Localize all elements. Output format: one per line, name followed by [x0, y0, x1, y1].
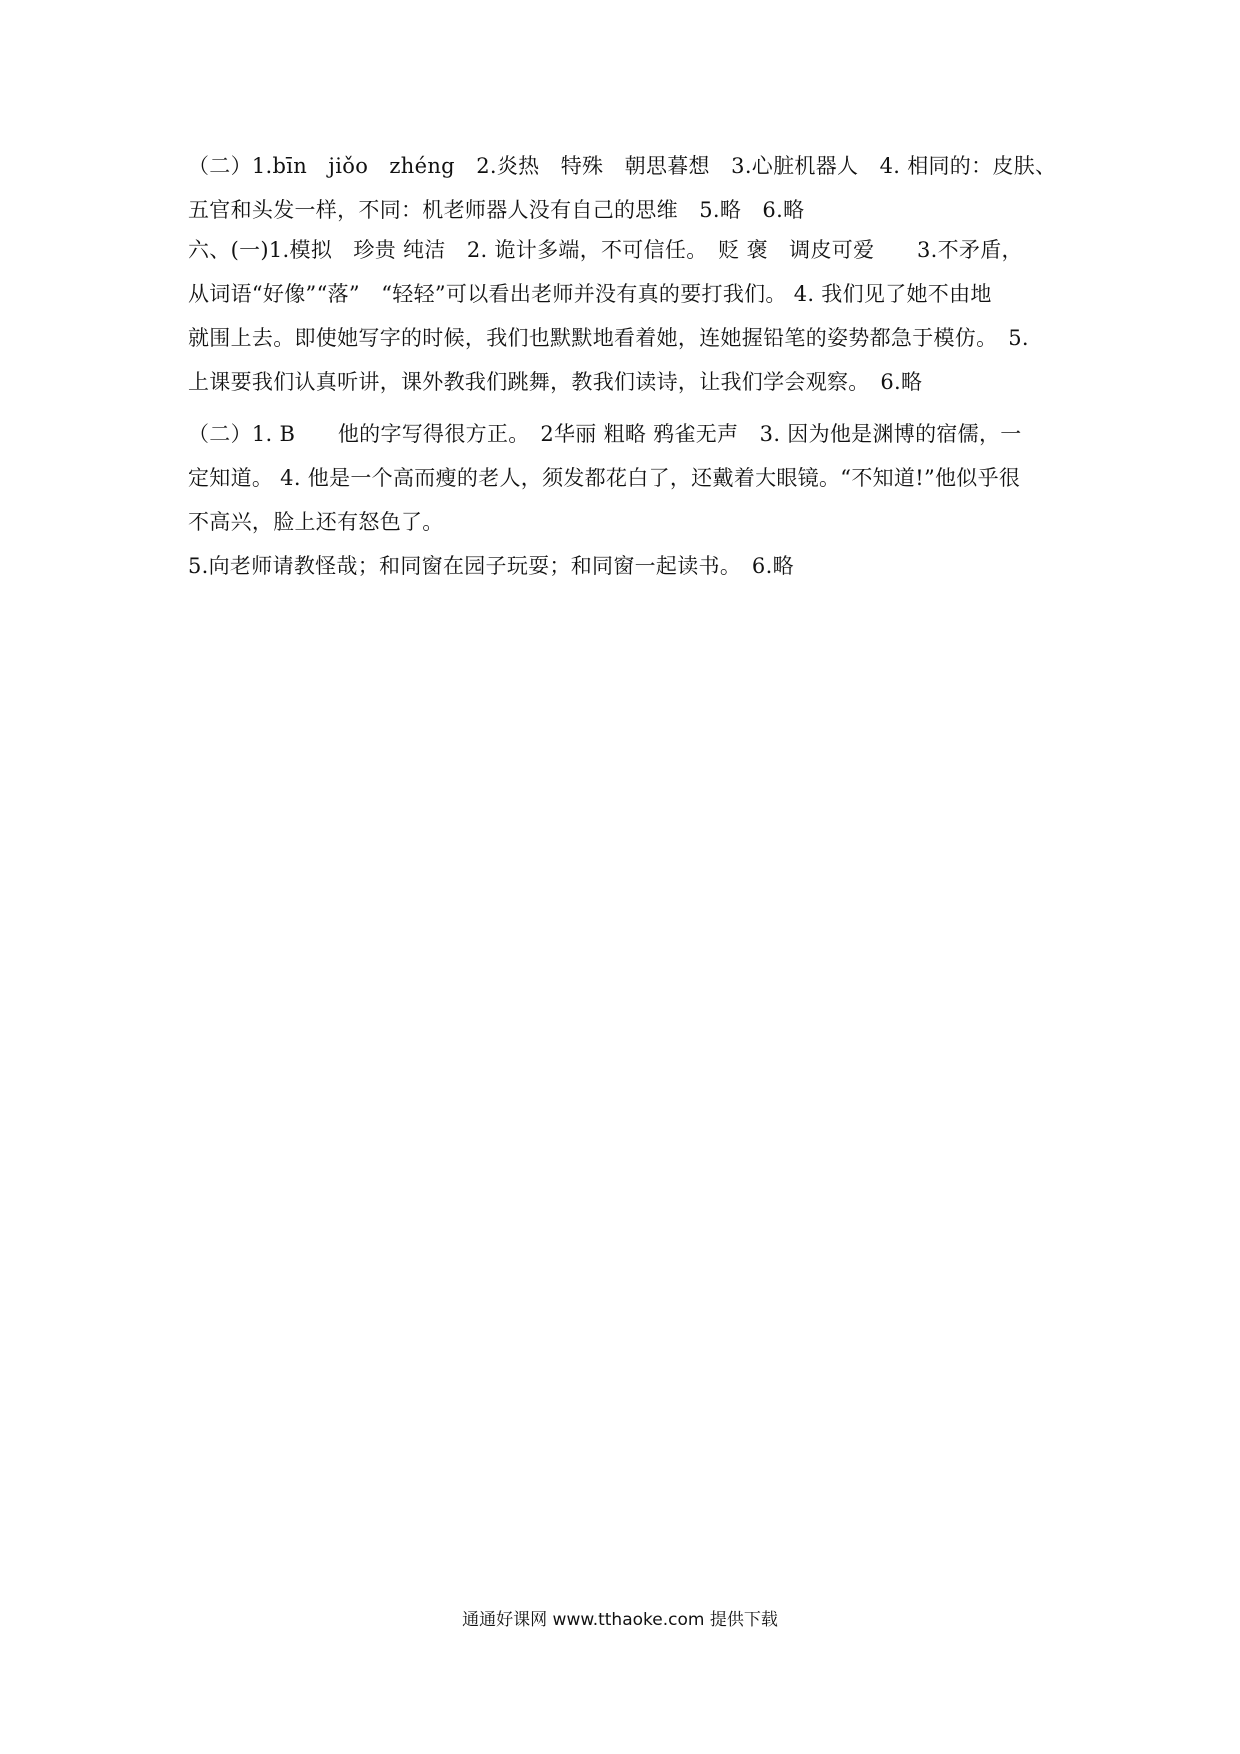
- answer-line-9: 不高兴，脸上还有怒色了。: [188, 510, 444, 534]
- answer-line-10: 5.向老师请教怪哉；和同窗在园子玩耍；和同窗一起读书。 6.略: [188, 554, 794, 578]
- answer-line-7: （二）1. B 他的字写得很方正。 2华丽 粗略 鸦雀无声 3. 因为他是渊博的宿儒，一: [188, 422, 1022, 446]
- answer-line-6: 上课要我们认真听讲，课外教我们跳舞，教我们读诗，让我们学会观察。 6.略: [188, 370, 923, 394]
- answer-line-1: （二）1.bīn jiǒo zhéng 2.炎热 特殊 朝思暮想 3.心脏机器人 4. 相同的：皮肤、: [188, 154, 1057, 178]
- answer-line-4: 从词语“好像”“落” “轻轻”可以看出老师并没有真的要打我们。 4. 我们见了她不由地: [188, 282, 992, 306]
- answer-line-3: 六、(一)1.模拟 珍贵 纯洁 2. 诡计多端，不可信任。 贬 褒 调皮可爱 3.不矛盾，: [188, 238, 1023, 262]
- page-footer: 通通好课网 www.tthaoke.com 提供下载: [462, 1610, 778, 1630]
- answer-line-2: 五官和头发一样，不同：机老师器人没有自己的思维 5.略 6.略: [188, 198, 805, 222]
- answer-line-5: 就围上去。即使她写字的时候，我们也默默地看着她，连她握铅笔的姿势都急于模仿。 5.: [188, 326, 1029, 350]
- answer-line-8: 定知道。 4. 他是一个高而瘦的老人，须发都花白了，还戴着大眼镜。“不知道!”他似乎很: [188, 466, 1021, 490]
- answer-text-block: [188, 146, 1068, 586]
